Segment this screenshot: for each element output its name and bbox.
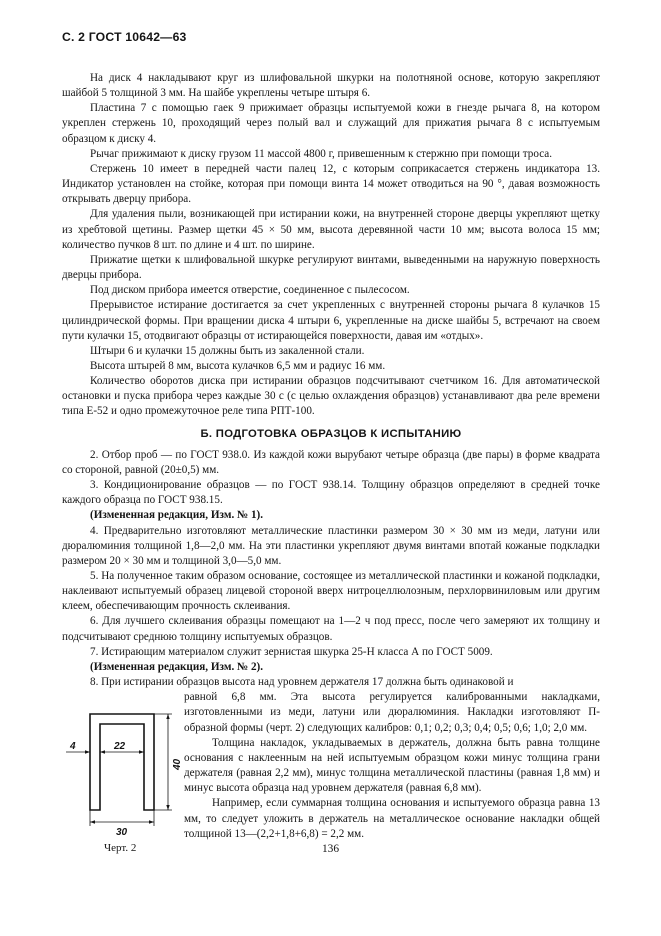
paragraph: На диск 4 накладывают круг из шлифовальной шкурки на полотняной основе, которую закрепляют шайбой 5 толщиной 3 мм. На шайбе укреплены четыре штыря 6.	[62, 72, 600, 100]
amendment-note: (Измененная редакция, Изм. № 1).	[90, 509, 264, 522]
paragraph: Толщина накладок, укладываемых в держатель, должна быть равна толщине основания с наклеенным на ней испытуемым образцом кожи минус толщина грани держателя (равная 2,2 мм), минус толщина металлической пластины (равная 1,8 мм) и минус высота образца над уровнем держателя (равная 6,8 мм).	[184, 736, 600, 795]
u-profile-outline	[90, 714, 154, 810]
dim-label-height: 40	[172, 759, 183, 771]
paragraph: 6. Для лучшего склеивания образцы помещают на 1—2 ч под пресс, после чего замеряют их толщину и подсчитывают среднюю толщину испытуемых образцов.	[62, 615, 600, 643]
dim-label-bottom: 30	[116, 827, 128, 839]
paragraph: 4. Предварительно изготовляют металлические пластинки размером 30 × 30 мм из меди, латуни или дюралюминия толщиной 1,8—2,0 мм. На эти пластинки укрепляют двумя винтами впотай кожаные подкладки размером 20 × 30 мм и толщиной 3,0—5,0 мм.	[62, 524, 600, 567]
paragraph: Штыри 6 и кулачки 15 должны быть из закаленной стали.	[90, 344, 365, 357]
paragraph: Под диском прибора имеется отверстие, соединенное с пылесосом.	[90, 284, 410, 297]
dim-label-inner: 22	[114, 741, 126, 753]
amendment-note: (Измененная редакция, Изм. № 2).	[90, 660, 264, 673]
paragraph: 5. На полученное таким образом основание, состоящее из металлической пластинки и кожаной подкладки, наклеивают испытуемый образец лицевой стороной вверх нитроцеллюлозным, перхлорвиниловым или другим клеем, обеспечивающим прочность склеивания.	[62, 570, 600, 613]
paragraph: Пластина 7 с помощью гаек 9 прижимает образцы испытуемой кожи в гнезде рычага 8, на котором укреплен стержень 10, проходящий через полый вал и служащий для прижатия рычага 8 с испытуемым образцом к диску 4.	[62, 102, 600, 145]
paragraph: 7. Истирающим материалом служит зернистая шкурка 25-Н класса А по ГОСТ 5009.	[90, 645, 493, 658]
figure-u-shaped-shim	[60, 704, 186, 854]
paragraph: Прерывистое истирание достигается за счет укрепленных с внутренней стороны рычага 8 кулачков 15 цилиндрической формы. При вращении диска 4 штыри 6, укрепленные на диске шайбы 5, встречают на своем пути кулачки 15, отодвигают образцы от истирающейся поверхности, давая им «отдых».	[62, 299, 600, 342]
page-header: С. 2 ГОСТ 10642—63	[62, 30, 187, 44]
section-title: Б. ПОДГОТОВКА ОБРАЗЦОВ К ИСПЫТАНИЮ	[200, 427, 462, 440]
paragraph: Рычаг прижимают к диску грузом 11 массой 4800 г, привешенным к стержню при помощи троса.	[90, 147, 553, 160]
paragraph: Для удаления пыли, возникающей при истирании кожи, на внутренней стороне дверцы укрепляют щетку из хребтовой щетины. Размер щетки 45 × 50 мм, высота деревянной части 10 мм; высота волоса 15 мм; количество пучков 8 шт. по длине и 4 шт. по ширине.	[62, 208, 600, 251]
figure-caption: Черт. 2	[104, 842, 137, 855]
paragraph: Количество оборотов диска при истирании образцов подсчитывают счетчиком 16. Для автоматической остановки и пуска прибора через каждые 30 с (с целью охлаждения образцов) устанавливают два реле времени типа Е-52 и одно промежуточное реле типа РПТ-100.	[62, 375, 600, 418]
paragraph: Стержень 10 имеет в передней части палец 12, с которым соприкасается стержень индикатора 13. Индикатор установлен на стойке, которая при помощи винта 14 может отводиться на 90 °, давая возможность открывать дверцу прибора.	[62, 162, 600, 206]
dim-label-left: 4	[70, 741, 76, 753]
paragraph: равной 6,8 мм. Эта высота регулируется калиброванными накладками, изготовленными из меди, латуни или дюралюминия. Накладки изготовляют П-образной формы (черт. 2) следующих калибров: 0,1; 0,2; 0,3; 0,4; 0,5; 0,6; 1,0; 2,0 мм.	[184, 691, 600, 734]
paragraph: Прижатие щетки к шлифовальной шкурке регулируют винтами, выведенными на наружную поверхность дверцы прибора.	[62, 253, 600, 282]
paragraph: 2. Отбор проб — по ГОСТ 938.0. Из каждой кожи вырубают четыре образца (две пары) в форме квадрата со стороной, равной (20±0,5) мм.	[62, 448, 600, 476]
paragraph: Высота штырей 8 мм, высота кулачков 6,5 мм и радиус 16 мм.	[90, 359, 386, 372]
paragraph: 8. При истирании образцов высота над уровнем держателя 17 должна быть одинаковой и	[90, 676, 514, 689]
paragraph: Например, если суммарная толщина основания и испытуемого образца равна 13 мм, то следует уложить в держатель на металлическое основание накладки общей толщиной 13—(2,2+1,8+6,8) = 2,2 мм.	[184, 797, 600, 840]
paragraph: 3. Кондиционирование образцов — по ГОСТ 938.14. Толщину образцов определяют в средней точке каждого образца по ГОСТ 938.15.	[62, 479, 600, 507]
text-beside-figure	[184, 690, 600, 842]
page-number: 136	[321, 843, 340, 855]
